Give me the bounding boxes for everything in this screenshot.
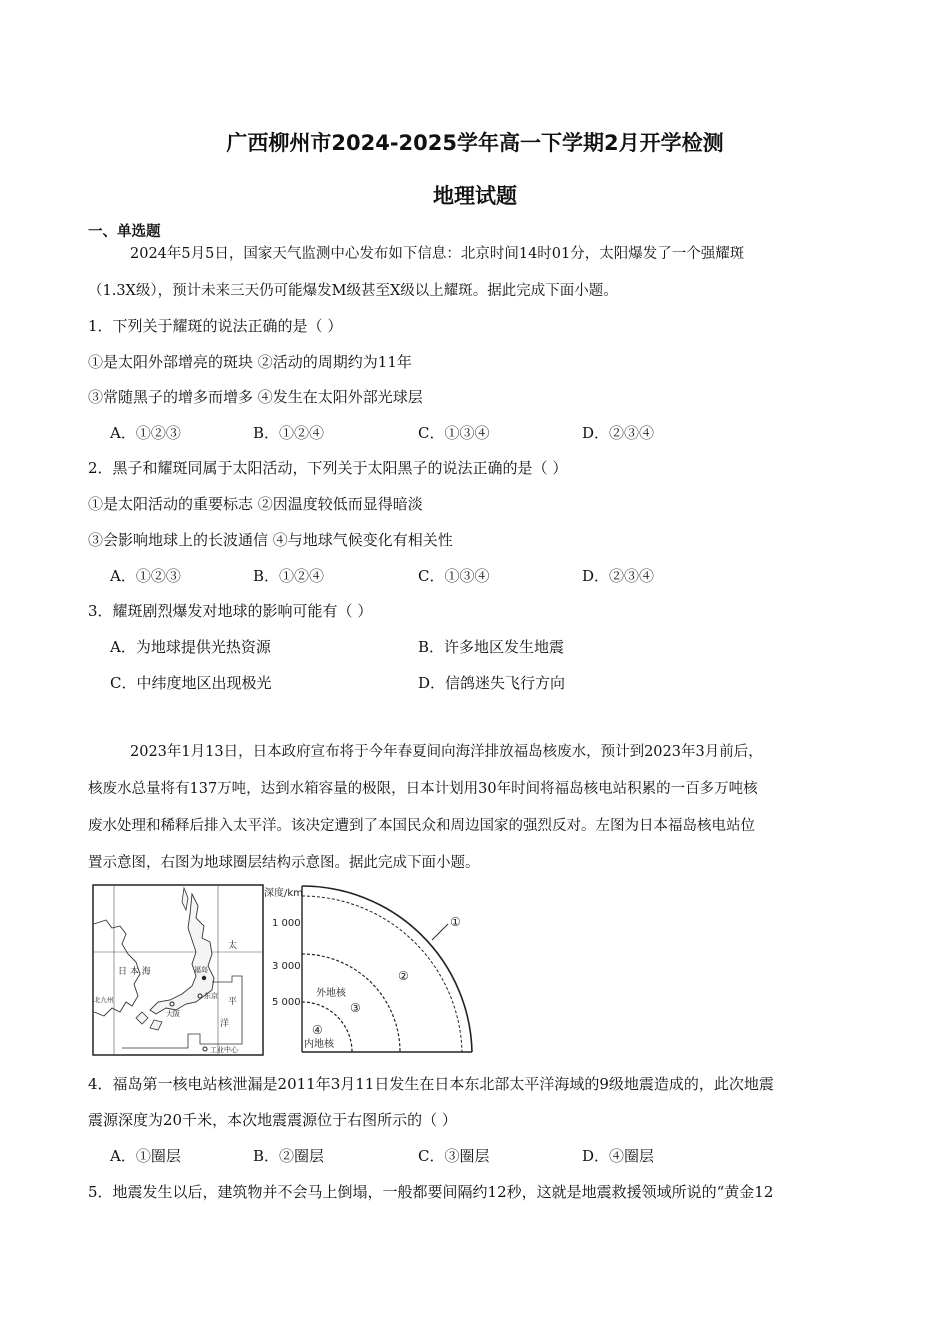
layer-marker-1: ① [450, 915, 461, 929]
passage1-line2: （1.3X级），预计未来三天仍可能爆发M级甚至X级以上耀斑。据此完成下面小题。 [88, 283, 618, 299]
q1-statement-1: ①是太阳外部增亮的斑块 ②活动的周期约为11年 [88, 353, 412, 371]
q4-stem-line2: 震源深度为20千米，本次地震震源位于右图所示的（ ） [88, 1111, 457, 1129]
q2-statement-1: ①是太阳活动的重要标志 ②因温度较低而显得暗淡 [88, 495, 423, 513]
fukushima-location-map [92, 884, 264, 1056]
q4-stem-line1: 4．福岛第一核电站核泄漏是2011年3月11日发生在日本东北部太平洋海域的9级地震造成的，此次地震 [88, 1075, 774, 1093]
passage2-line1: 2023年1月13日，日本政府宣布将于今年春夏间向海洋排放福岛核废水，预计到2023年3月前后， [130, 744, 763, 760]
map-ocean-label-1: 太 [228, 941, 238, 951]
map-sea-label: 日 本 海 [118, 967, 151, 977]
passage2-line3: 废水处理和稀释后排入太平洋。该决定遭到了本国民众和周边国家的强烈反对。左图为日本福岛核电站位 [88, 818, 755, 834]
q3-option-c: C．中纬度地区出现极光 [110, 674, 272, 692]
section-heading: 一、单选题 [88, 224, 161, 240]
depth-axis-label: 深度/km [264, 888, 303, 899]
passage2-line4: 置示意图，右图为地球圈层结构示意图。据此完成下面小题。 [88, 855, 480, 871]
map-ocean-label-3: 洋 [220, 1019, 230, 1029]
map-osaka-label: 大阪 [166, 1010, 180, 1018]
q1-option-d: D．②③④ [582, 424, 655, 442]
depth-tick-3000: 3 000 [272, 961, 301, 972]
layer-marker-2: ② [398, 969, 409, 983]
passage1-line1: 2024年5月5日，国家天气监测中心发布如下信息：北京时间14时01分，太阳爆发了一个强耀斑 [130, 246, 745, 262]
q1-stem: 1．下列关于耀斑的说法正确的是（ ） [88, 317, 343, 335]
q2-stem: 2．黑子和耀斑同属于太阳活动，下列关于太阳黑子的说法正确的是（ ） [88, 459, 568, 477]
q4-option-a: A．①圈层 [110, 1147, 181, 1165]
outer-core-label: 外地核 [316, 988, 346, 999]
q1-option-b: B．①②④ [253, 424, 325, 442]
map-legend-label: 工业中心 [210, 1046, 238, 1054]
passage2-line2: 核废水总量将有137万吨，达到水箱容量的极限，日本计划用30年时间将福岛核电站积累的一百多万吨核 [88, 781, 758, 797]
q3-option-a: A．为地球提供光热资源 [110, 638, 271, 656]
q2-statement-2: ③会影响地球上的长波通信 ④与地球气候变化有相关性 [88, 531, 453, 549]
q1-option-a: A．①②③ [110, 424, 181, 442]
map-fukushima-label: 福岛 [194, 966, 208, 974]
q2-option-c: C．①③④ [418, 567, 490, 585]
depth-tick-1000: 1 000 [272, 918, 301, 929]
document-title: 广西柳州市2024-2025学年高一下学期2月开学检测 [226, 131, 724, 155]
q2-option-a: A．①②③ [110, 567, 181, 585]
q4-option-d: D．④圈层 [582, 1147, 655, 1165]
q2-option-d: D．②③④ [582, 567, 655, 585]
depth-tick-5000: 5 000 [272, 997, 301, 1008]
q1-option-c: C．①③④ [418, 424, 490, 442]
earth-layers-diagram [264, 884, 480, 1056]
layer-marker-3: ③ [350, 1001, 361, 1015]
q2-option-b: B．①②④ [253, 567, 325, 585]
q3-stem: 3．耀斑剧烈爆发对地球的影响可能有（ ） [88, 602, 373, 620]
inner-core-label: 内地核 [304, 1039, 334, 1050]
map-city-label: 北九州 [94, 996, 114, 1004]
map-tokyo-label: 东京 [204, 992, 218, 1000]
fukushima-marker [202, 976, 206, 980]
q3-option-d: D．信鸽迷失飞行方向 [418, 674, 566, 692]
q3-option-b: B．许多地区发生地震 [418, 638, 565, 656]
q5-stem-line1: 5．地震发生以后，建筑物并不会马上倒塌，一般都要间隔约12秒，这就是地震救援领域所说的“黄金12 [88, 1183, 774, 1201]
document-subtitle: 地理试题 [433, 184, 517, 208]
layer-marker-4: ④ [312, 1023, 323, 1037]
map-ocean-label-2: 平 [228, 997, 238, 1007]
q4-option-b: B．②圈层 [253, 1147, 325, 1165]
q1-statement-2: ③常随黑子的增多而增多 ④发生在太阳外部光球层 [88, 388, 423, 406]
q4-option-c: C．③圈层 [418, 1147, 490, 1165]
